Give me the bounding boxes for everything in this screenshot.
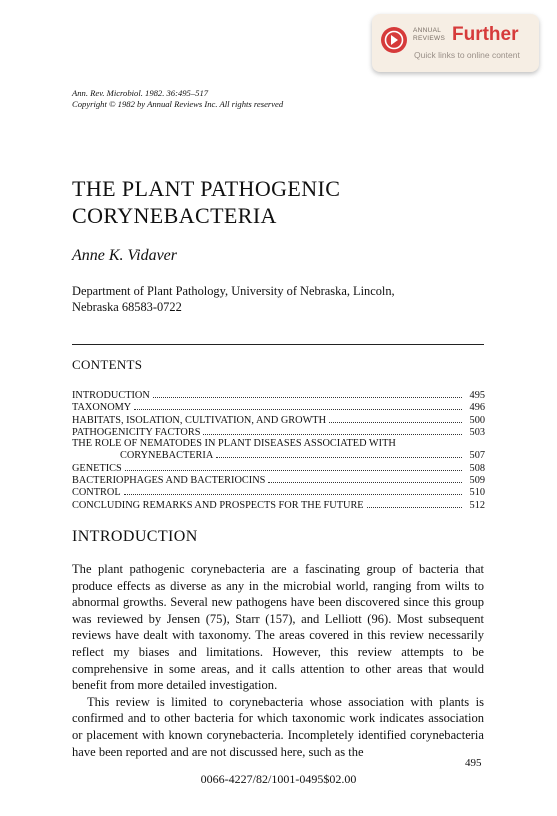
badge-brand-line2: REVIEWS bbox=[413, 34, 446, 42]
toc-item-label: PATHOGENICITY FACTORS bbox=[72, 426, 201, 438]
citation-journal: Ann. Rev. Microbiol. 1982. 36:495–517 bbox=[72, 88, 209, 98]
toc-leader bbox=[329, 414, 462, 423]
toc-item-page: 509 bbox=[469, 475, 485, 487]
article-title-line2: CORYNEBACTERIA bbox=[72, 203, 277, 228]
toc-item-label: THE ROLE OF NEMATODES IN PLANT DISEASES ASSOCIATED WITH bbox=[72, 438, 396, 450]
badge-tagline: Quick links to online content bbox=[414, 50, 520, 60]
toc-item-page: 512 bbox=[469, 499, 485, 511]
further-badge[interactable] bbox=[372, 14, 539, 72]
toc-leader bbox=[367, 499, 462, 508]
toc-leader bbox=[399, 438, 462, 446]
footer-code: 0066-4227/82/1001-0495$02.00 bbox=[200, 772, 357, 786]
toc-item-label: CONTROL bbox=[72, 487, 121, 499]
introduction-body bbox=[72, 561, 484, 760]
toc-item-page: 495 bbox=[469, 390, 485, 401]
toc-item-page: 508 bbox=[469, 462, 485, 474]
page-number: 495 bbox=[465, 757, 482, 769]
toc-item[interactable] bbox=[72, 474, 485, 486]
toc-leader bbox=[203, 426, 462, 435]
toc-item-page: 496 bbox=[469, 402, 485, 414]
toc-item[interactable] bbox=[72, 499, 485, 511]
toc-item-label: TAXONOMY bbox=[72, 402, 132, 414]
toc-item-label: CORYNEBACTERIA bbox=[120, 450, 214, 462]
badge-brand bbox=[413, 27, 453, 42]
article-title-line1: THE PLANT PATHOGENIC bbox=[72, 176, 341, 201]
introduction-paragraph-2: This review is limited to corynebacteria whose association with plants is confirmed and to other bacteria for which taxonomic work indicates association or placement with known corynebacteria. Incompletely identified corynebacteria have been reported and are not discussed here, such as the bbox=[72, 694, 484, 759]
toc-item[interactable] bbox=[72, 389, 485, 401]
affiliation-line1: Department of Plant Pathology, University of Nebraska, Lincoln, bbox=[72, 284, 395, 298]
annual-reviews-logo-icon bbox=[381, 27, 407, 53]
toc-item[interactable] bbox=[72, 414, 485, 426]
toc-item[interactable] bbox=[72, 426, 485, 438]
badge-title: Further bbox=[452, 24, 519, 45]
toc-leader bbox=[125, 462, 462, 471]
affiliation bbox=[72, 283, 472, 315]
toc-item[interactable] bbox=[72, 438, 485, 449]
toc-leader bbox=[124, 486, 462, 495]
toc-item-label: INTRODUCTION bbox=[72, 390, 150, 401]
toc-item-page: 507 bbox=[469, 450, 485, 462]
toc-item[interactable] bbox=[72, 401, 485, 413]
toc-leader bbox=[268, 474, 462, 483]
toc-leader bbox=[153, 389, 462, 398]
article-title bbox=[72, 175, 472, 229]
toc-item[interactable] bbox=[72, 486, 485, 498]
toc-leader bbox=[216, 449, 462, 458]
toc-item-page: 503 bbox=[469, 426, 485, 438]
introduction-heading: INTRODUCTION bbox=[72, 528, 198, 545]
toc-leader bbox=[134, 401, 462, 410]
citation-copyright: Copyright © 1982 by Annual Reviews Inc. All rights reserved bbox=[72, 99, 284, 109]
toc-item[interactable] bbox=[72, 462, 485, 474]
toc-item-page: 510 bbox=[469, 487, 485, 499]
toc-item-label: BACTERIOPHAGES AND BACTERIOCINS bbox=[72, 475, 266, 487]
citation bbox=[72, 88, 283, 110]
author-name: Anne K. Vidaver bbox=[72, 247, 178, 264]
toc-item-label: CONCLUDING REMARKS AND PROSPECTS FOR THE FUTURE bbox=[72, 499, 364, 511]
divider-rule bbox=[72, 344, 484, 345]
affiliation-line2: Nebraska 68583-0722 bbox=[72, 300, 182, 314]
toc-item-label: GENETICS bbox=[72, 462, 122, 474]
table-of-contents bbox=[72, 389, 485, 511]
toc-item-page: 500 bbox=[469, 414, 485, 426]
toc-item[interactable] bbox=[72, 449, 485, 461]
toc-item-label: HABITATS, ISOLATION, CULTIVATION, AND GROWTH bbox=[72, 414, 327, 426]
contents-heading: CONTENTS bbox=[72, 357, 143, 372]
introduction-paragraph-1: The plant pathogenic corynebacteria are a fascinating group of bacteria that produce effects as diverse as any in the microbial world, ranging from wilts to abnormal growths. Several new pathogens have been discovered since this group was reviewed by Jensen (75), Starr (157), and Lelliott (96). Most subsequent reviews have dealt with taxonomy. The areas covered in this review necessarily reflect my biases and limitations. However, this review attempts to be comprehensive in some areas, and it calls attention to other areas that would benefit from more detailed investigation. bbox=[72, 562, 484, 693]
badge-brand-line1: ANNUAL bbox=[413, 27, 442, 34]
